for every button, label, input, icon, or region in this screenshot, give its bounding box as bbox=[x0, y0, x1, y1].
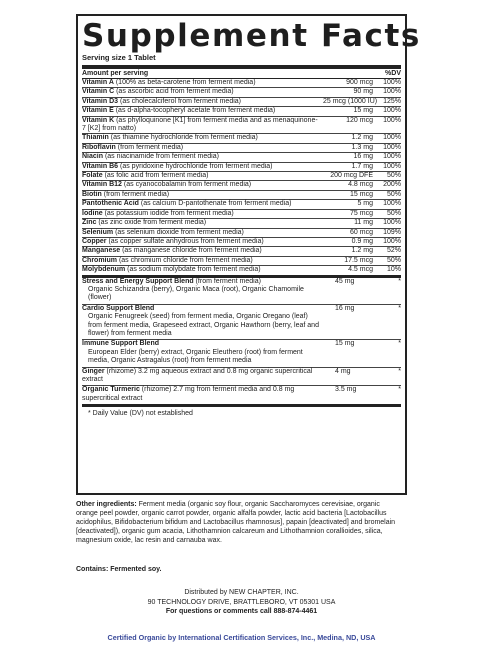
nutrient-name: Molybdenum bbox=[82, 266, 126, 274]
nutrient-dv: 100% bbox=[383, 237, 401, 245]
nutrient-name: Manganese bbox=[82, 247, 121, 255]
other-ingredients bbox=[76, 500, 396, 545]
nutrient-row bbox=[82, 117, 401, 135]
blend-row bbox=[82, 278, 401, 305]
nutrient-source: (as thiamine hydrochloride from ferment media) bbox=[108, 134, 258, 142]
nutrient-dv: 100% bbox=[383, 153, 401, 161]
nutrient-source: (from ferment media) bbox=[115, 143, 184, 151]
nutrient-name: Vitamin B6 bbox=[82, 162, 119, 170]
blend-name: Cardio Support Blend bbox=[82, 304, 155, 312]
nutrient-row bbox=[82, 257, 401, 266]
nutrient-name-cell bbox=[82, 172, 323, 180]
nutrient-name: Selenium bbox=[82, 228, 114, 236]
nutrient-amount: 11 mg bbox=[354, 219, 373, 227]
nutrient-name-cell bbox=[82, 191, 323, 199]
blend-source: (from ferment media) bbox=[193, 277, 261, 285]
nutrient-row bbox=[82, 200, 401, 209]
blend-rows bbox=[82, 278, 401, 408]
blend-name-cell bbox=[82, 305, 323, 340]
blend-dv: * bbox=[398, 277, 401, 285]
blend-row bbox=[82, 305, 401, 341]
nutrient-name-cell bbox=[82, 229, 323, 237]
nutrient-row bbox=[82, 238, 401, 247]
nutrient-name: Biotin bbox=[82, 190, 102, 198]
supplement-facts-panel bbox=[76, 14, 421, 495]
other-label: Other ingredients: bbox=[76, 501, 137, 508]
nutrient-row bbox=[82, 266, 401, 277]
nutrient-source: (as pyridoxine hydrochloride from ferment media) bbox=[118, 162, 273, 170]
nutrient-source: (as chromium chloride from ferment media) bbox=[117, 256, 253, 264]
nutrient-amount: 900 mcg bbox=[346, 79, 373, 86]
table-header bbox=[82, 69, 401, 79]
dv-header: %DV bbox=[385, 70, 401, 77]
nutrient-row bbox=[82, 172, 401, 181]
nutrient-name: Vitamin A bbox=[82, 79, 114, 86]
nutrient-row bbox=[82, 88, 401, 97]
nutrient-name-cell bbox=[82, 210, 323, 218]
nutrient-row bbox=[82, 144, 401, 153]
blend-row bbox=[82, 386, 401, 407]
nutrient-name-cell bbox=[82, 238, 323, 246]
nutrient-name-cell bbox=[82, 117, 323, 134]
nutrient-dv: 100% bbox=[383, 219, 401, 227]
nutrient-name-cell bbox=[82, 219, 323, 227]
nutrient-name: Zinc bbox=[82, 219, 97, 227]
nutrient-source: (as cyanocobalamin from ferment media) bbox=[121, 181, 252, 189]
nutrient-dv: 125% bbox=[383, 97, 401, 105]
nutrient-amount: 4.8 mcg bbox=[348, 181, 373, 189]
nutrient-amount: 200 mcg DFE bbox=[330, 172, 373, 180]
nutrient-amount: 15 mg bbox=[353, 107, 373, 115]
nutrient-source: (as selenium dioxide from ferment media) bbox=[113, 228, 244, 236]
nutrient-name-cell bbox=[82, 163, 323, 171]
nutrient-name-cell bbox=[82, 79, 323, 87]
nutrient-dv: 50% bbox=[386, 256, 401, 264]
nutrient-name-cell bbox=[82, 266, 323, 274]
blend-name-cell bbox=[82, 368, 323, 386]
nutrient-name: Thiamin bbox=[82, 134, 109, 142]
nutrient-dv: 52% bbox=[386, 247, 401, 255]
nutrient-amount: 16 mg bbox=[353, 153, 373, 161]
contains-statement: Contains: Fermented soy. bbox=[76, 566, 162, 573]
nutrient-dv: 50% bbox=[386, 209, 401, 217]
nutrient-dv: 100% bbox=[383, 79, 401, 86]
nutrient-source: (as niacinamide from ferment media) bbox=[103, 153, 219, 161]
nutrient-source: (as sodium molybdate from ferment media) bbox=[125, 266, 261, 274]
blend-source: (rhizome) 3.2 mg aqueous extract and 0.8 mg organic supercritical extract bbox=[82, 367, 313, 383]
nutrient-name-cell bbox=[82, 153, 323, 161]
nutrient-amount: 0.9 mg bbox=[351, 237, 373, 245]
nutrient-amount: 4.5 mcg bbox=[348, 266, 373, 274]
blend-detail: Organic Fenugreek (seed) from ferment media, Organic Oregano (leaf) from ferment media, Grapeseed extract, Organic Hawthorn (berry, leaf and flower) from ferment media bbox=[88, 313, 319, 337]
nutrient-source: (as calcium D-pantothenate from ferment media) bbox=[138, 200, 292, 208]
other-text: Ferment media (organic soy flour, organic Saccharomyces cerevisiae, organic orange peel powder, organic carrot powder, organic alfalfa powder, lactic acid bacteria [Lactobacillus acidophilus, Bifidobacterium bifidum and Lactobacillus rhamnosus], papain [deactivated] and bromelain [deactivated]), organic gum acacia, Lithothamnion calcareum and Lithothamnion corallioides, silica, magnesium oxide, lac resin and carnauba wax. bbox=[76, 501, 396, 544]
nutrient-row bbox=[82, 163, 401, 172]
nutrient-name-cell bbox=[82, 144, 323, 152]
nutrient-row bbox=[82, 219, 401, 228]
nutrient-name: Pantothenic Acid bbox=[82, 200, 139, 208]
blend-row bbox=[82, 340, 401, 367]
nutrient-name: Riboflavin bbox=[82, 143, 116, 151]
nutrient-dv: 100% bbox=[383, 200, 401, 208]
distributor-address: 90 TECHNOLOGY DRIVE, BRATTLEBORO, VT 05301 USA bbox=[147, 598, 336, 606]
footnote: * Daily Value (DV) not established bbox=[88, 410, 193, 418]
nutrient-name: Vitamin E bbox=[82, 107, 114, 115]
blend-name: Stress and Energy Support Blend bbox=[82, 277, 194, 285]
nutrient-dv: 100% bbox=[383, 162, 401, 170]
nutrient-name-cell bbox=[82, 98, 323, 106]
nutrient-amount: 1.2 mg bbox=[351, 134, 373, 142]
nutrient-dv: 100% bbox=[383, 107, 401, 115]
nutrient-amount: 1.3 mg bbox=[351, 143, 373, 151]
blend-detail: European Elder (berry) extract, Organic Eleuthero (root) from ferment media, Organic Astragalus (root) from ferment media bbox=[88, 348, 303, 365]
nutrient-name: Copper bbox=[82, 237, 107, 245]
blend-dv: * bbox=[398, 386, 401, 394]
nutrient-name: Iodine bbox=[82, 209, 103, 217]
nutrient-source: (as zinc oxide from ferment media) bbox=[96, 219, 207, 227]
nutrient-name-cell bbox=[82, 247, 323, 255]
blend-amount: 16 mg bbox=[335, 304, 355, 312]
nutrient-source: (as folic acid from ferment media) bbox=[102, 172, 209, 180]
nutrient-name-cell bbox=[82, 134, 323, 142]
nutrient-name: Chromium bbox=[82, 256, 117, 264]
blend-dv: * bbox=[398, 367, 401, 375]
nutrient-name: Vitamin D3 bbox=[82, 97, 119, 105]
nutrient-name-cell bbox=[82, 200, 323, 208]
nutrient-row bbox=[82, 153, 401, 162]
blend-name: Ginger bbox=[82, 367, 105, 375]
nutrient-name-cell bbox=[82, 107, 323, 115]
blend-amount: 4 mg bbox=[335, 367, 351, 375]
nutrient-amount: 5 mg bbox=[357, 200, 373, 208]
nutrient-name: Vitamin B12 bbox=[82, 181, 122, 189]
blend-amount: 15 mg bbox=[335, 340, 355, 348]
nutrient-dv: 100% bbox=[383, 143, 401, 151]
blend-name-cell bbox=[82, 386, 323, 404]
nutrient-amount: 60 mcg bbox=[350, 228, 373, 236]
nutrient-amount: 15 mcg bbox=[350, 190, 373, 198]
nutrient-source: (as potassium iodide from ferment media) bbox=[102, 209, 234, 217]
nutrient-source: (as ascorbic acid from ferment media) bbox=[114, 88, 234, 96]
blend-amount: 45 mg bbox=[335, 277, 355, 285]
certification-text: Certified Organic by International Certification Services, Inc., Medina, ND, USA bbox=[107, 633, 376, 642]
blend-dv: * bbox=[398, 304, 401, 312]
nutrient-row bbox=[82, 181, 401, 190]
blend-dv: * bbox=[398, 340, 401, 348]
distributor-phone: For questions or comments call 888-874-4461 bbox=[165, 608, 318, 615]
nutrient-amount: 75 mcg bbox=[350, 209, 373, 217]
nutrient-name: Niacin bbox=[82, 153, 104, 161]
nutrient-source: (as d-alpha-tocopheryl acetate from ferment media) bbox=[113, 107, 276, 115]
nutrient-source: (as manganese chloride from ferment media) bbox=[120, 247, 262, 255]
blend-amount: 3.5 mg bbox=[335, 386, 357, 394]
nutrient-dv: 109% bbox=[383, 228, 401, 236]
nutrient-amount: 25 mcg (1000 IU) bbox=[323, 97, 378, 105]
blend-source: (rhizome) 2.7 mg from ferment media and 0.8 mg supercritical extract bbox=[82, 386, 295, 402]
nutrient-row bbox=[82, 229, 401, 238]
nutrient-name: Vitamin C bbox=[82, 88, 115, 96]
nutrient-amount: 1.2 mg bbox=[351, 247, 373, 255]
blend-name-cell bbox=[82, 278, 323, 304]
nutrient-source: (as phylloquinone [K1] from ferment media and as menaquinone-7 [K2] from natto) bbox=[82, 116, 318, 133]
nutrient-row bbox=[82, 247, 401, 256]
nutrient-dv: 100% bbox=[383, 134, 401, 142]
nutrient-source: (as cholecalciferol from ferment media) bbox=[118, 97, 241, 105]
nutrient-source: (from ferment media) bbox=[101, 190, 170, 198]
blend-name: Immune Support Blend bbox=[82, 340, 159, 348]
nutrient-dv: 100% bbox=[383, 88, 401, 96]
nutrient-row bbox=[82, 191, 401, 200]
nutrient-name-cell bbox=[82, 257, 323, 265]
nutrient-dv: 50% bbox=[386, 190, 401, 198]
nutrient-amount: 17.5 mcg bbox=[344, 256, 373, 264]
blend-row bbox=[82, 368, 401, 387]
nutrient-name: Vitamin K bbox=[82, 116, 115, 124]
nutrient-amount: 120 mcg bbox=[346, 116, 373, 124]
nutrient-dv: 200% bbox=[383, 181, 401, 189]
nutrient-row bbox=[82, 134, 401, 143]
blend-detail: Organic Schizandra (berry), Organic Maca (root), Organic Chamomile (flower) bbox=[88, 285, 304, 302]
serving-size: Serving size 1 Tablet bbox=[82, 53, 401, 69]
nutrient-name-cell bbox=[82, 181, 323, 189]
nutrient-row bbox=[82, 210, 401, 219]
blend-name-cell bbox=[82, 340, 323, 366]
distributor-name: Distributed by NEW CHAPTER, INC. bbox=[184, 589, 299, 596]
nutrient-name-cell bbox=[82, 88, 323, 96]
distributor-block bbox=[76, 588, 407, 617]
nutrient-dv: 50% bbox=[386, 172, 401, 180]
vitamin-rows bbox=[82, 79, 401, 278]
nutrient-amount: 90 mg bbox=[353, 88, 373, 96]
nutrient-amount: 1.7 mg bbox=[351, 162, 373, 170]
nutrient-row bbox=[82, 107, 401, 116]
amount-header: Amount per serving bbox=[82, 70, 149, 77]
nutrient-row bbox=[82, 98, 401, 107]
panel-title: Supplement Facts bbox=[82, 18, 421, 54]
nutrient-source: (as copper sulfate anhydrous from ferment media) bbox=[106, 237, 264, 245]
nutrient-row bbox=[82, 79, 401, 88]
nutrient-name: Folate bbox=[82, 172, 103, 180]
nutrient-source: (100% as beta-carotene from ferment media) bbox=[113, 79, 256, 86]
nutrient-dv: 10% bbox=[386, 266, 401, 274]
blend-name: Organic Turmeric bbox=[82, 386, 140, 394]
nutrient-dv: 100% bbox=[383, 116, 401, 124]
